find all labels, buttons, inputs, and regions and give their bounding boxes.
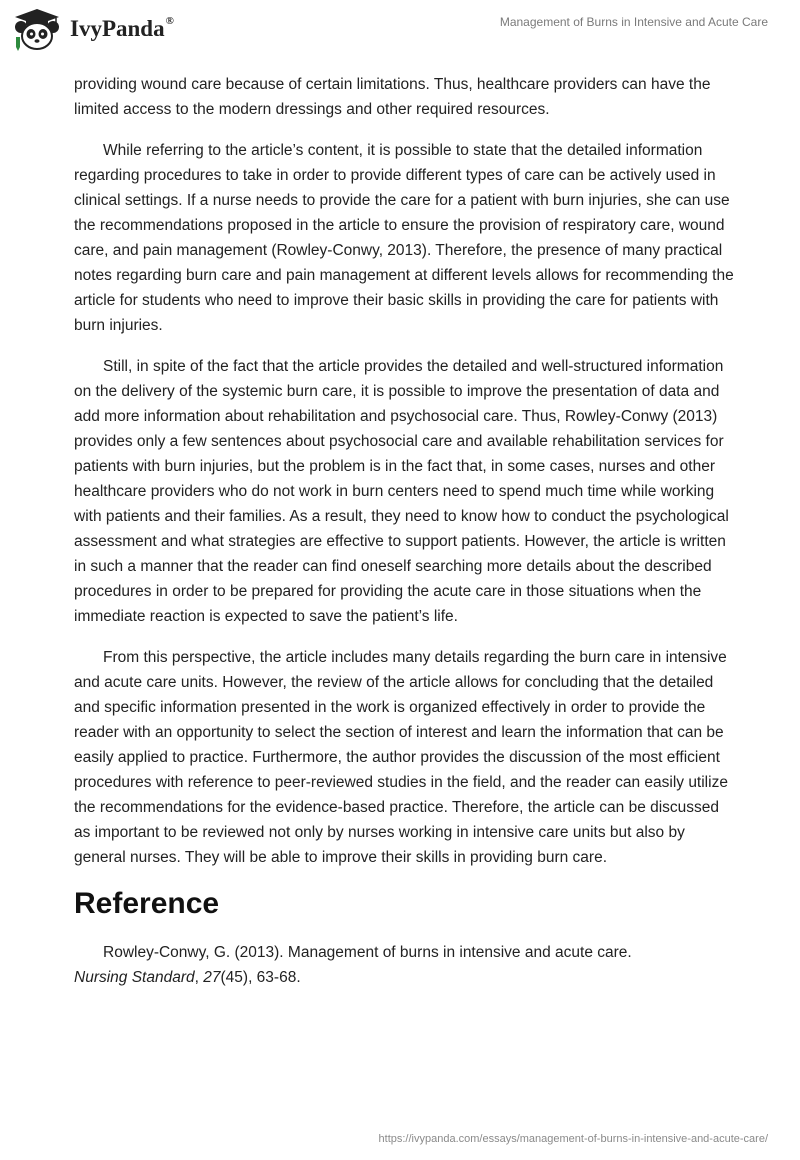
brand-logo[interactable]	[12, 7, 174, 53]
reference-heading: Reference	[74, 887, 220, 920]
page-header	[0, 0, 800, 70]
paragraph-continued: providing wound care because of certain limitations. Thus, healthcare providers can have the limited access to the modern dressings and other required resources.	[74, 76, 711, 118]
essay-content	[74, 72, 734, 1006]
paragraph: From this perspective, the article includes many details regarding the burn care in intensive and acute care units. However, the review of the article allows for concluding that the detailed and specific information presented in the work is organized effectively in order to provide the reader with an opportunity to select the section of interest and learn the information that can be easily applied to practice. Furthermore, the author provides the discussion of the most efficient procedures with reference to peer-reviewed studies in the field, and the reader can easily utilize the recommendations for the evidence-based practice. Therefore, the article can be discussed as important to be reviewed not only by nurses working in intensive care units but also by general nurses. They will be able to improve their skills in providing burn care.	[74, 649, 728, 866]
paragraph: While referring to the article’s content, it is possible to state that the detailed information regarding procedures to take in order to provide different types of care can be actively used in clinical settings. If a nurse needs to provide the care for a patient with burn injuries, she can use the recommendations proposed in the article to ensure the provision of respiratory care, wound care, and pain management (Rowley-Conwy, 2013). Therefore, the presence of many practical notes regarding burn care and pain management at different levels allows for recommending the article for students who need to improve their basic skills in providing the care for patients with burn injuries.	[74, 142, 734, 334]
source-url[interactable]: https://ivypanda.com/essays/management-of-burns-in-intensive-and-acute-care/	[378, 1133, 768, 1145]
panda-graduate-icon	[12, 7, 62, 53]
paragraph: Still, in spite of the fact that the article provides the detailed and well-structured information on the delivery of the systemic burn care, it is possible to improve the presentation of data and add more information about rehabilitation and psychosocial care. Thus, Rowley-Conwy (2013) provides only a few sentences about psychosocial care and available rehabilitation services for patients with burn injuries, but the problem is in the fact that, in some cases, nurses and other healthcare providers who do not work in burn centers need to spend much time while working with patients and their families. As a result, they need to know how to conduct the psychological assessment and what strategies are effective to support patients. However, the article is written in such a manner that the reader can find oneself searching more details about the described procedures in order to be prepared for providing the acute care in those situations when the immediate reaction is expected to save the patient’s life.	[74, 358, 729, 625]
document-title: Management of Burns in Intensive and Acute Care	[499, 15, 768, 29]
brand-name: IvyPanda®	[70, 15, 174, 41]
reference-entry: Rowley-Conwy, G. (2013). Management of burns in intensive and acute care. Nursing Standard, 27(45), 63-68.	[74, 944, 632, 986]
